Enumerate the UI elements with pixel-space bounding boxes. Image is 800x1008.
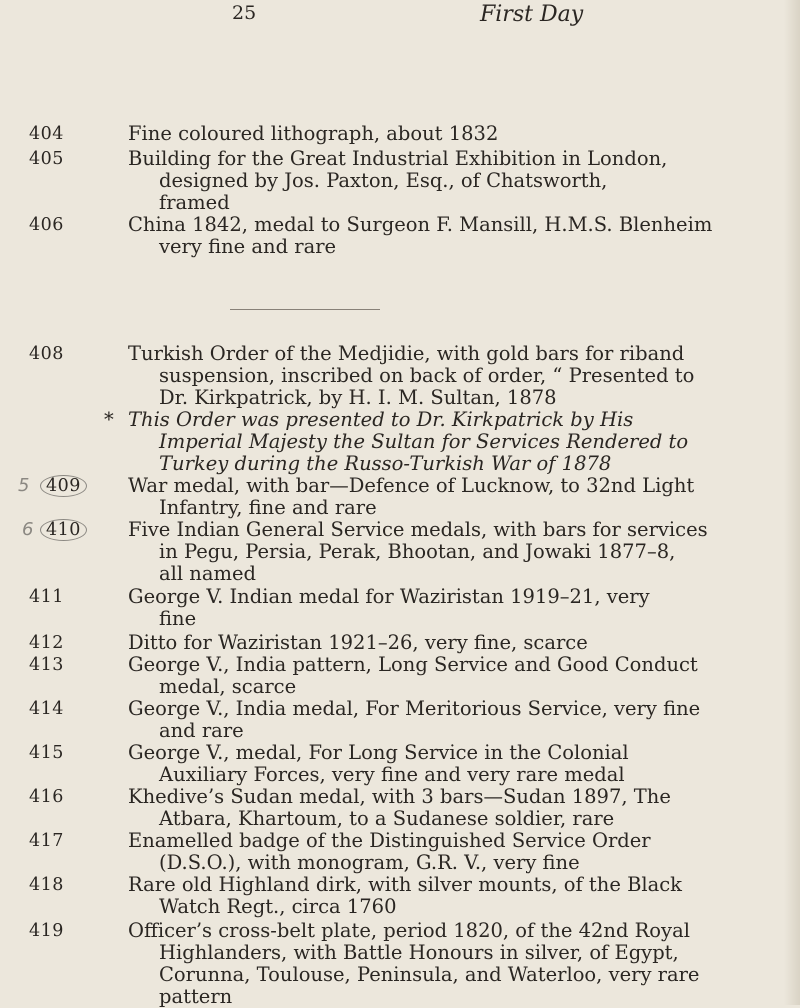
footnote-text: This Order was presented to Dr. Kirkpatrick by His Imperial Majesty the Sultan for Services Rendered to Turkey during the Russo-Turkish War of 1878 bbox=[128, 408, 689, 475]
lot-number: 404 bbox=[29, 124, 64, 144]
lot-description: George V., India medal, For Meritorious Service, very fine and rare bbox=[128, 697, 701, 742]
sale-day-label: First Day bbox=[480, 2, 584, 27]
lot-description: Khedive’s Sudan medal, with 3 bars—Sudan 1897, The Atbara, Khartoum, to a Sudanese soldier, rare bbox=[128, 785, 671, 830]
page-edge-shadow bbox=[784, 0, 800, 1005]
lot-description: War medal, with bar—Defence of Lucknow, to 32nd Light Infantry, fine and rare bbox=[128, 474, 695, 519]
lot-number: 406 bbox=[29, 215, 64, 235]
lot-description: Rare old Highland dirk, with silver mounts, of the Black Watch Regt., circa 1760 bbox=[128, 873, 682, 918]
lot-number: 405 bbox=[29, 149, 64, 169]
page-header bbox=[0, 2, 800, 32]
lot-number: 412 bbox=[29, 633, 64, 653]
lot-description: Officer’s cross-belt plate, period 1820, of the 42nd Royal Highlanders, with Battle Honours in silver, of Egypt, Corunna, Toulouse, Peninsula, and Waterloo, very rare pattern bbox=[128, 919, 700, 1008]
lot-description: China 1842, medal to Surgeon F. Mansill, H.M.S. Blenheim very fine and rare bbox=[128, 213, 713, 258]
lot-description: George V., India pattern, Long Service and Good Conduct medal, scarce bbox=[128, 653, 698, 698]
lot-number: 411 bbox=[29, 587, 64, 607]
lot-number: 413 bbox=[29, 655, 64, 675]
lot-description: Ditto for Waziristan 1921–26, very fine, scarce bbox=[128, 631, 588, 654]
lot-number: 415 bbox=[29, 743, 64, 763]
lot-description: Five Indian General Service medals, with bars for services in Pegu, Persia, Perak, Bhootan, and Jowaki 1877–8, all named bbox=[128, 518, 708, 585]
footnote-marker: * bbox=[104, 408, 114, 431]
lot-number: 408 bbox=[29, 344, 64, 364]
lot-number: 409 bbox=[40, 475, 87, 497]
page-number: 25 bbox=[232, 2, 257, 24]
lot-number: 418 bbox=[29, 875, 64, 895]
pencil-annotation: 5 bbox=[18, 475, 30, 496]
lot-number: 416 bbox=[29, 787, 64, 807]
lot-number: 419 bbox=[29, 921, 64, 941]
lot-description: George V., medal, For Long Service in the Colonial Auxiliary Forces, very fine and very rare medal bbox=[128, 741, 629, 786]
lot-number: 414 bbox=[29, 699, 64, 719]
lot-description: Fine coloured lithograph, about 1832 bbox=[128, 122, 499, 145]
pencil-annotation: 6 bbox=[22, 519, 34, 540]
lot-description: Enamelled badge of the Distinguished Service Order (D.S.O.), with monogram, G.R. V., very fine bbox=[128, 829, 651, 874]
lot-number: 417 bbox=[29, 831, 64, 851]
lot-number: 410 bbox=[40, 519, 87, 541]
lot-description: Turkish Order of the Medjidie, with gold bars for riband suspension, inscribed on back of order, “ Presented to Dr. Kirkpatrick, by H. I. M. Sultan, 1878 bbox=[128, 342, 695, 409]
section-divider bbox=[230, 309, 380, 310]
lot-description: Building for the Great Industrial Exhibition in London, designed by Jos. Paxton, Esq., of Chatsworth, framed bbox=[128, 147, 668, 214]
lot-description: George V. Indian medal for Waziristan 1919–21, very fine bbox=[128, 585, 650, 630]
